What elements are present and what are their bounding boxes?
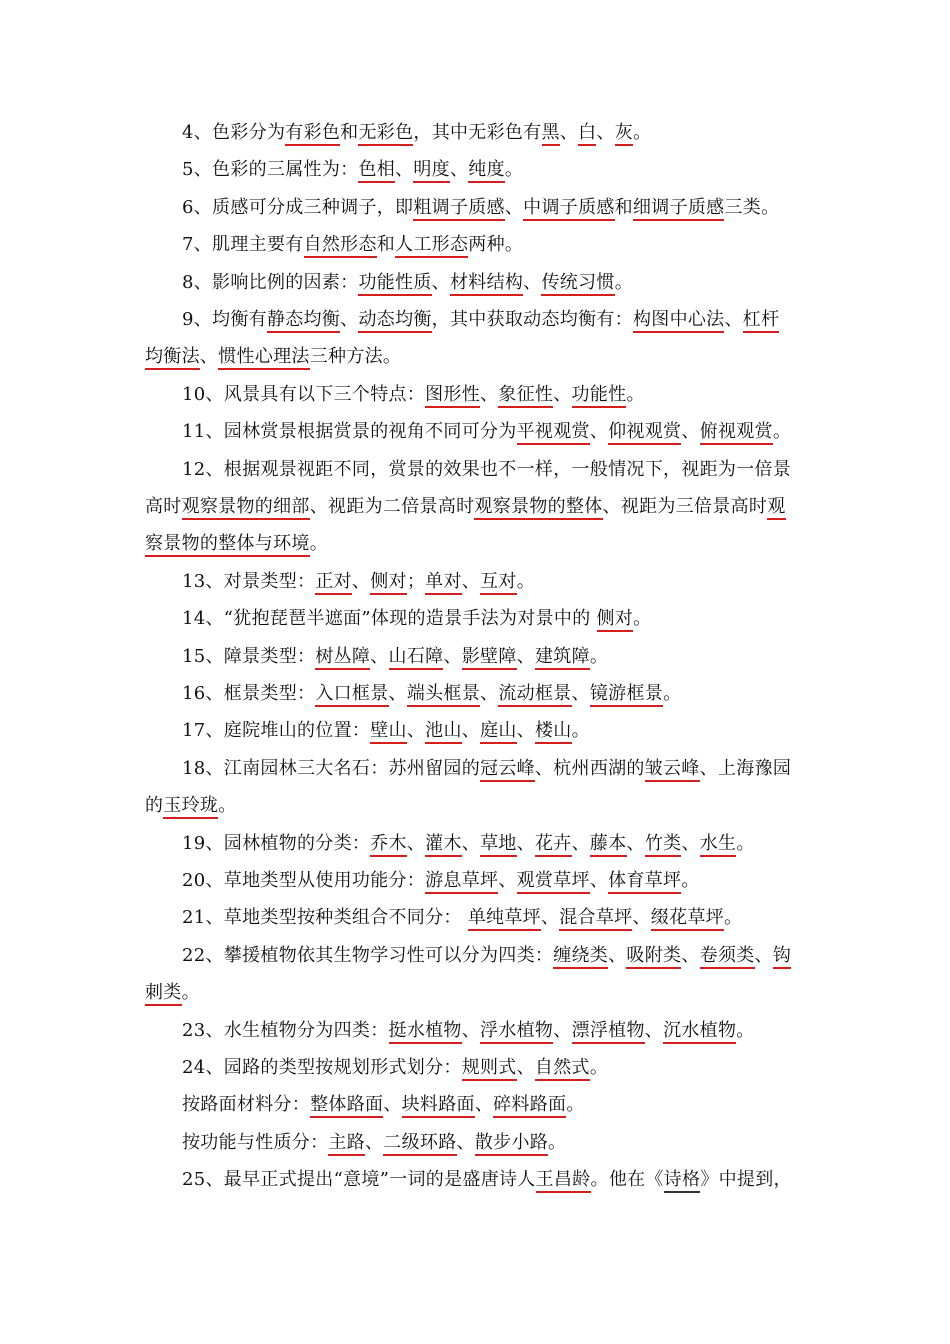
text-line xyxy=(182,606,815,632)
underlined-answer: 察景物的整体与环境 xyxy=(145,533,310,557)
text-segment: 、视距为三倍景高时 xyxy=(602,496,768,517)
text-segment: 20、草地类型从使用功能分： xyxy=(182,870,426,891)
text-segment: 、 xyxy=(461,1020,481,1041)
underlined-answer: 浮水植物 xyxy=(480,1020,553,1044)
text-line xyxy=(182,831,815,857)
text-segment: 按路面材料分： xyxy=(182,1094,311,1115)
underlined-answer: 材料结构 xyxy=(450,272,523,296)
text-segment: 。 xyxy=(633,608,652,629)
underlined-answer: 人工形态 xyxy=(395,234,468,258)
text-segment: 。 xyxy=(589,646,609,667)
underlined-answer: 明度 xyxy=(413,159,450,183)
text-line xyxy=(182,1167,815,1193)
underlined-answer: 竹类 xyxy=(645,833,682,857)
text-segment: 11、园林赏景根据赏景的视角不同可分为 xyxy=(182,421,517,442)
underlined-answer: 体育草坪 xyxy=(608,870,681,894)
underlined-answer: 散步小路 xyxy=(475,1132,548,1156)
text-segment: 7、肌理主要有 xyxy=(182,234,304,255)
underlined-answer: 观赏草坪 xyxy=(517,870,590,894)
text-line xyxy=(182,382,815,408)
text-segment: 》中提到， xyxy=(700,1169,792,1190)
underlined-answer: 乔木 xyxy=(370,833,407,857)
text-line xyxy=(182,644,815,670)
text-segment: 18、江南园林三大名石：苏州留园的 xyxy=(182,758,481,779)
underlined-answer: 图形性 xyxy=(425,384,480,408)
text-segment: 、 xyxy=(474,1094,494,1115)
underlined-answer: 静态均衡 xyxy=(267,309,340,333)
text-segment: 、 xyxy=(644,1020,664,1041)
text-segment: 21、草地类型按种类组合不同分： xyxy=(182,907,468,928)
text-segment: 、 xyxy=(540,907,560,928)
underlined-answer: 王昌龄 xyxy=(536,1169,591,1193)
text-segment: 。 xyxy=(571,720,590,741)
underlined-answer: 游息草坪 xyxy=(425,870,498,894)
text-line xyxy=(182,270,815,296)
text-segment: 、 xyxy=(626,833,645,854)
underlined-answer: 楼山 xyxy=(535,720,572,744)
text-line xyxy=(182,1018,815,1044)
underlined-answer: 诗格 xyxy=(664,1169,701,1193)
text-segment: 、 xyxy=(498,870,517,891)
underlined-answer: 块料路面 xyxy=(402,1094,475,1118)
text-segment: 、 xyxy=(516,720,535,741)
underlined-answer: 沉水植物 xyxy=(663,1020,736,1044)
underlined-answer: 观察景物的整体 xyxy=(474,496,602,520)
text-segment: 、 xyxy=(608,945,627,966)
underlined-answer: 藤本 xyxy=(590,833,627,857)
underlined-answer: 主路 xyxy=(328,1132,365,1156)
underlined-answer: 杠杆 xyxy=(743,309,780,333)
underlined-answer: 镜游框景 xyxy=(590,683,663,707)
underlined-answer: 平视观赏 xyxy=(517,421,590,445)
text-segment: 、 xyxy=(516,646,535,667)
underlined-answer: 草地 xyxy=(480,833,517,857)
text-segment: 、 xyxy=(523,272,542,293)
text-line xyxy=(145,980,815,1006)
underlined-answer: 玉玲珑 xyxy=(163,795,218,819)
underlined-answer: 壁山 xyxy=(370,720,407,744)
text-segment: 、 xyxy=(351,571,371,592)
text-line xyxy=(182,419,815,445)
text-segment: 8、影响比例的因素： xyxy=(182,272,359,293)
text-segment: 按功能与性质分： xyxy=(182,1132,329,1153)
text-segment: 三种方法。 xyxy=(309,346,402,367)
underlined-answer: 构图中心法 xyxy=(633,309,725,333)
text-segment: 、 xyxy=(340,309,359,330)
underlined-answer: 俯视观赏 xyxy=(700,421,773,445)
text-segment: 、 xyxy=(553,384,572,405)
text-segment: 、 xyxy=(461,571,481,592)
underlined-answer: 缀花草坪 xyxy=(651,907,724,931)
underlined-answer: 粗调子质感 xyxy=(413,197,505,221)
text-segment: 。 xyxy=(516,571,535,592)
text-segment: 。 xyxy=(736,1020,755,1041)
text-segment: 、 xyxy=(461,833,481,854)
text-segment: 、 xyxy=(199,346,219,367)
text-segment: 和 xyxy=(340,122,359,143)
text-segment: 、 xyxy=(632,907,651,928)
text-line xyxy=(182,195,815,221)
text-segment: 6、质感可分成三种调子，即 xyxy=(182,197,414,218)
underlined-answer: 仰视观赏 xyxy=(608,421,681,445)
text-segment: 、视距为二倍景高时 xyxy=(309,496,475,517)
underlined-answer: 漂浮植物 xyxy=(572,1020,645,1044)
text-segment: 。 xyxy=(681,870,700,891)
underlined-answer: 花卉 xyxy=(535,833,572,857)
text-segment: ； xyxy=(406,571,426,592)
underlined-answer: 黑 xyxy=(542,122,560,146)
text-line xyxy=(182,307,815,333)
underlined-answer: 惯性心理法 xyxy=(218,346,310,370)
text-segment: 、 xyxy=(559,122,579,143)
text-segment: 25、最早正式提出“意境”一词的是盛唐诗人 xyxy=(182,1169,536,1190)
text-line xyxy=(182,457,815,483)
underlined-answer: 建筑障 xyxy=(535,646,590,670)
text-segment: 17、庭院堆山的位置： xyxy=(182,720,371,741)
text-segment: 4、色彩分为 xyxy=(182,122,286,143)
text-line xyxy=(182,232,815,258)
text-line xyxy=(182,1055,815,1081)
text-line xyxy=(182,1130,815,1156)
text-segment: 、 xyxy=(571,833,590,854)
underlined-answer: 色相 xyxy=(358,159,395,183)
text-segment: 12、根据观景视距不同，赏景的效果也不一样，一般情况下，视距为一倍景 xyxy=(182,459,792,480)
text-segment: 、 xyxy=(589,421,609,442)
underlined-answer: 纯度 xyxy=(468,159,505,183)
underlined-answer: 钩 xyxy=(773,945,791,969)
text-segment: ，其中无彩色有 xyxy=(413,122,542,143)
underlined-answer: 挺水植物 xyxy=(389,1020,462,1044)
underlined-answer: 池山 xyxy=(425,720,462,744)
text-segment: 23、水生植物分为四类： xyxy=(182,1020,389,1041)
underlined-answer: 皱云峰 xyxy=(645,758,700,782)
underlined-answer: 灌木 xyxy=(425,833,462,857)
text-segment: 。 xyxy=(614,272,633,293)
text-segment: 22、攀援植物依其生物学习性可以分为四类： xyxy=(182,945,554,966)
underlined-answer: 单对 xyxy=(425,571,462,595)
underlined-answer: 流动框景 xyxy=(498,683,571,707)
text-line xyxy=(182,681,815,707)
text-segment: 24、园路的类型按规划形式划分： xyxy=(182,1057,462,1078)
text-line xyxy=(182,718,815,744)
text-segment: 、 xyxy=(681,833,700,854)
underlined-answer: 功能性 xyxy=(572,384,627,408)
text-line xyxy=(182,868,815,894)
underlined-answer: 灰 xyxy=(615,122,633,146)
text-segment: 、 xyxy=(388,683,407,704)
text-segment: 10、风景具有以下三个特点： xyxy=(182,384,426,405)
text-line xyxy=(182,1092,815,1118)
underlined-answer: 白 xyxy=(578,122,596,146)
text-segment: 、 xyxy=(516,833,535,854)
underlined-answer: 传统习惯 xyxy=(541,272,614,296)
underlined-answer: 山石障 xyxy=(389,646,444,670)
text-segment: 15、障景类型： xyxy=(182,646,316,667)
text-segment: 9、均衡有 xyxy=(182,309,267,330)
underlined-answer: 二级环路 xyxy=(383,1132,456,1156)
text-segment: ，其中获取动态均衡有： xyxy=(431,309,633,330)
text-segment: 的 xyxy=(145,795,164,816)
underlined-answer: 动态均衡 xyxy=(358,309,431,333)
text-segment: 。 xyxy=(504,159,524,180)
underlined-answer: 水生 xyxy=(700,833,737,857)
text-segment: 、 xyxy=(516,1057,535,1078)
text-segment: 。他在《 xyxy=(590,1169,664,1190)
text-segment: 。 xyxy=(772,421,792,442)
underlined-answer: 树丛障 xyxy=(315,646,370,670)
text-segment: 14、“犹抱琵琶半遮面”体现的造景手法为对景中的 xyxy=(182,608,597,629)
text-segment: 、 xyxy=(406,833,426,854)
underlined-answer: 侧对 xyxy=(597,608,634,632)
text-segment: 。 xyxy=(736,833,755,854)
text-line xyxy=(182,905,815,931)
text-segment: 三类。 xyxy=(724,197,780,218)
underlined-answer: 象征性 xyxy=(498,384,553,408)
text-segment: 、 xyxy=(370,646,389,667)
text-segment: 、 xyxy=(596,122,615,143)
text-segment: 13、对景类型： xyxy=(182,571,316,592)
underlined-answer: 影壁障 xyxy=(462,646,517,670)
text-segment: 。 xyxy=(309,533,329,554)
underlined-answer: 侧对 xyxy=(370,571,407,595)
underlined-answer: 自然形态 xyxy=(304,234,377,258)
text-segment: 。 xyxy=(548,1132,567,1153)
underlined-answer: 互对 xyxy=(480,571,517,595)
underlined-answer: 细调子质感 xyxy=(633,197,725,221)
text-segment: 。 xyxy=(566,1094,585,1115)
underlined-answer: 功能性质 xyxy=(358,272,431,296)
text-segment: 。 xyxy=(181,982,200,1003)
text-segment: 、 xyxy=(571,683,590,704)
text-segment: 。 xyxy=(723,907,743,928)
underlined-answer: 刺类 xyxy=(145,982,182,1006)
text-segment: 、 xyxy=(589,870,609,891)
text-segment: 、 xyxy=(504,197,524,218)
underlined-answer: 单纯草坪 xyxy=(468,907,541,931)
text-segment: 。 xyxy=(218,795,237,816)
text-segment: 、 xyxy=(480,384,499,405)
underlined-answer: 卷须类 xyxy=(700,945,755,969)
underlined-answer: 混合草坪 xyxy=(559,907,632,931)
text-segment: 。 xyxy=(626,384,645,405)
underlined-answer: 规则式 xyxy=(462,1057,517,1081)
underlined-answer: 庭山 xyxy=(480,720,517,744)
text-segment: 、 xyxy=(431,272,450,293)
text-line xyxy=(145,531,815,557)
text-segment: 。 xyxy=(663,683,682,704)
underlined-answer: 均衡法 xyxy=(145,346,200,370)
text-segment: 。 xyxy=(633,122,652,143)
text-segment: 、 xyxy=(681,945,700,966)
text-segment: 。 xyxy=(589,1057,609,1078)
underlined-answer: 缠绕类 xyxy=(553,945,608,969)
text-segment: 两种。 xyxy=(468,234,524,255)
underlined-answer: 碎料路面 xyxy=(493,1094,566,1118)
text-segment: 、 xyxy=(480,683,499,704)
text-line xyxy=(182,943,815,969)
text-segment: 、 xyxy=(395,159,414,180)
text-line xyxy=(145,494,815,520)
text-segment: 、 xyxy=(383,1094,402,1115)
text-segment: 、 xyxy=(456,1132,475,1153)
underlined-answer: 吸附类 xyxy=(626,945,681,969)
text-line xyxy=(182,756,815,782)
text-segment: 、上海豫园 xyxy=(699,758,792,779)
underlined-answer: 正对 xyxy=(315,571,352,595)
text-segment: 、 xyxy=(443,646,462,667)
text-line xyxy=(145,344,815,370)
underlined-answer: 观察景物的细部 xyxy=(182,496,310,520)
text-segment: 和 xyxy=(376,234,396,255)
text-segment: 、 xyxy=(365,1132,384,1153)
underlined-answer: 入口框景 xyxy=(315,683,388,707)
underlined-answer: 有彩色 xyxy=(285,122,340,146)
text-segment: 、 xyxy=(406,720,426,741)
underlined-answer: 观 xyxy=(767,496,785,520)
text-segment: 、 xyxy=(681,421,700,442)
text-line xyxy=(182,569,815,595)
underlined-answer: 冠云峰 xyxy=(480,758,535,782)
underlined-answer: 中调子质感 xyxy=(523,197,615,221)
text-line xyxy=(182,157,815,183)
text-segment: 、 xyxy=(461,720,481,741)
text-segment: 、杭州西湖的 xyxy=(534,758,645,779)
text-segment: 、 xyxy=(553,1020,572,1041)
text-line xyxy=(182,120,815,146)
text-segment: 、 xyxy=(449,159,469,180)
text-segment: 16、框景类型： xyxy=(182,683,316,704)
text-segment: 和 xyxy=(614,197,633,218)
text-segment: 5、色彩的三属性为： xyxy=(182,159,359,180)
text-line xyxy=(145,793,815,819)
underlined-answer: 自然式 xyxy=(535,1057,590,1081)
underlined-answer: 端头框景 xyxy=(407,683,480,707)
text-segment: 19、园林植物的分类： xyxy=(182,833,371,854)
underlined-answer: 整体路面 xyxy=(310,1094,383,1118)
text-segment: 、 xyxy=(754,945,773,966)
underlined-answer: 无彩色 xyxy=(358,122,413,146)
text-segment: 高时 xyxy=(145,496,182,517)
text-segment: 、 xyxy=(724,309,743,330)
